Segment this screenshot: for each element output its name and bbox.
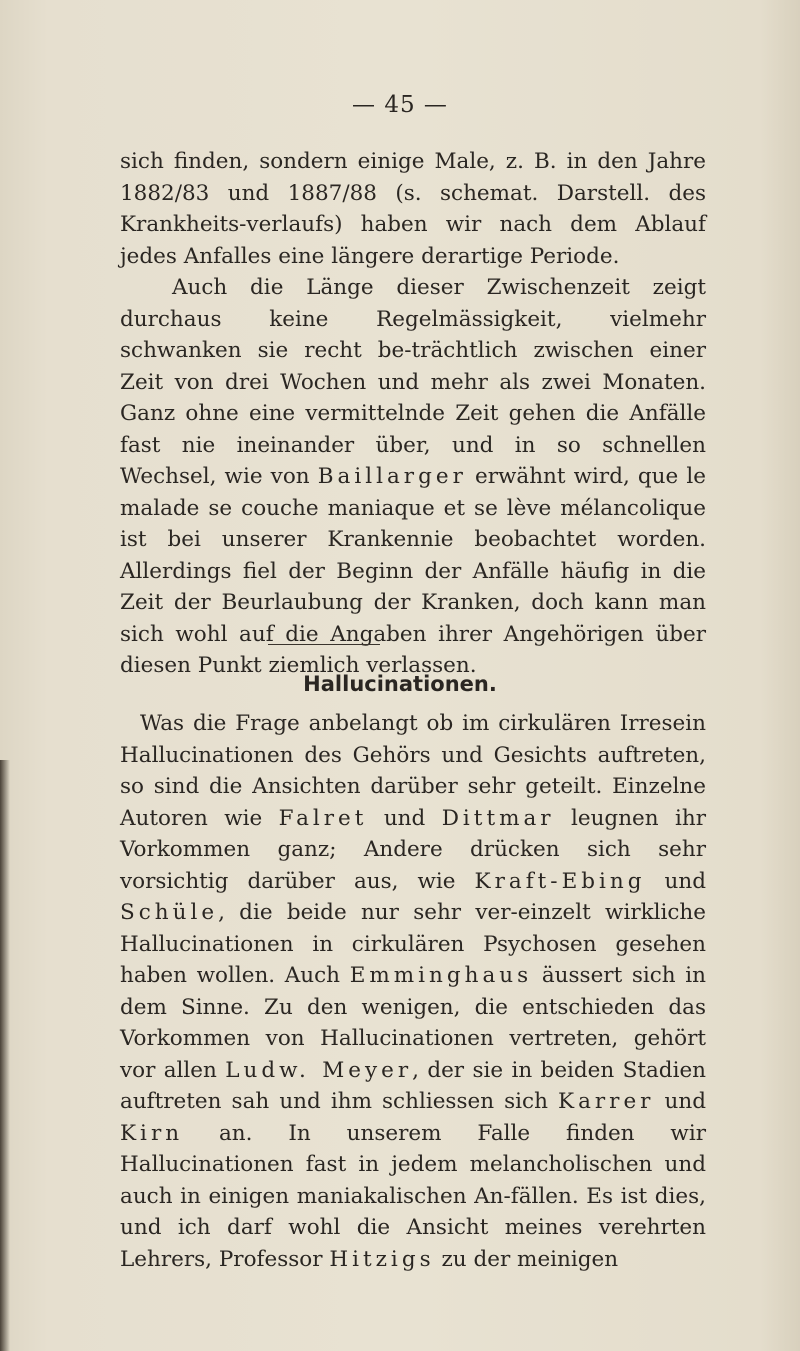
paragraph-1: sich finden, sondern einige Male, z. B. in den Jahre 1882/83 und 1887/88 (s. schemat. Darstell. des Krankheits-verlaufs) haben wir nach dem Ablauf jedes Anfalles eine längere derartige Periode. [120,149,706,269]
author-name: Ludw. Meyer [225,1057,413,1083]
section-text: leugnen ihr Vorkommen ganz; Andere drücken sich sehr vorsichtig darüber aus, wie [120,805,707,894]
page-edge-shadow [0,760,10,1351]
page-number: — 45 — [352,92,448,118]
section-text: und [383,805,426,831]
author-name-baillarger: Baillarger [317,464,467,489]
author-name: Karrer [558,1089,655,1114]
section-text: an. In unserem Falle finden wir Hallucinationen fast in jedem melancholischen und auch in einigen maniakalischen An-fällen. Es ist dies, und ich darf wohl die Ansicht meines verehrten Lehrers, Professor [120,1120,706,1272]
section-text: und [664,1089,706,1114]
paragraph-2-text-a: Auch die Länge dieser Zwischenzeit zeigt durchaus keine Regelmässigkeit, vielmehr schwanken sie recht be-trächtlich zwischen einer Zeit von drei Wochen und mehr als zwei Monaten. Ganz ohne eine vermittelnde Zeit gehen die Anfälle fast nie ineinander über, und in so schnellen Wechsel, wie von [120,275,706,489]
paragraph-2 [120,272,706,682]
section-text: zu der meinigen [441,1246,619,1272]
author-name: Kirn [120,1120,184,1146]
section-divider [268,644,380,645]
section-text: , der sie in beiden Stadien auftreten sah und ihm schliessen sich [120,1057,707,1114]
section-text: äussert sich in dem Sinne. Zu den wenigen, die entschieden das Vorkommen von Hallucinationen vertreten, gehört vor allen [120,963,707,1083]
body-text-section [120,708,706,1275]
section-text: , die beide nur sehr ver-einzelt wirkliche Hallucinationen in cirkulären Psychosen gesehen haben wollen. Auch [120,900,706,988]
author-name: Dittmar [441,805,555,831]
author-name: Hitzigs [329,1246,435,1272]
author-name: Falret [278,805,368,831]
author-name: Emminghaus [349,963,533,988]
section-text: und [664,868,707,894]
paragraph-2-text-b: erwähnt wird, que le malade se couche maniaque et se lève mélancolique ist bei unserer Krankennie beobachtet worden. Allerdings fiel der Beginn der Anfälle häufig in die Zeit der Beurlaubung der Kranken, doch kann man sich wohl auf die Angaben ihrer Angehörigen über diesen Punkt ziemlich verlassen. [120,464,706,678]
paragraph-3 [120,708,706,1275]
author-name: Kraft-Ebing [474,868,646,894]
section-text: Was die Frage anbelangt ob im cirkulären Irresein Hallucinationen des Gehörs und Gesichts auftreten, so sind die Ansichten darüber sehr geteilt. Einzelne Autoren wie [120,711,706,831]
body-text-top [120,146,706,682]
section-heading: Hallucinationen. [303,672,497,696]
author-name: Schüle [120,900,219,925]
